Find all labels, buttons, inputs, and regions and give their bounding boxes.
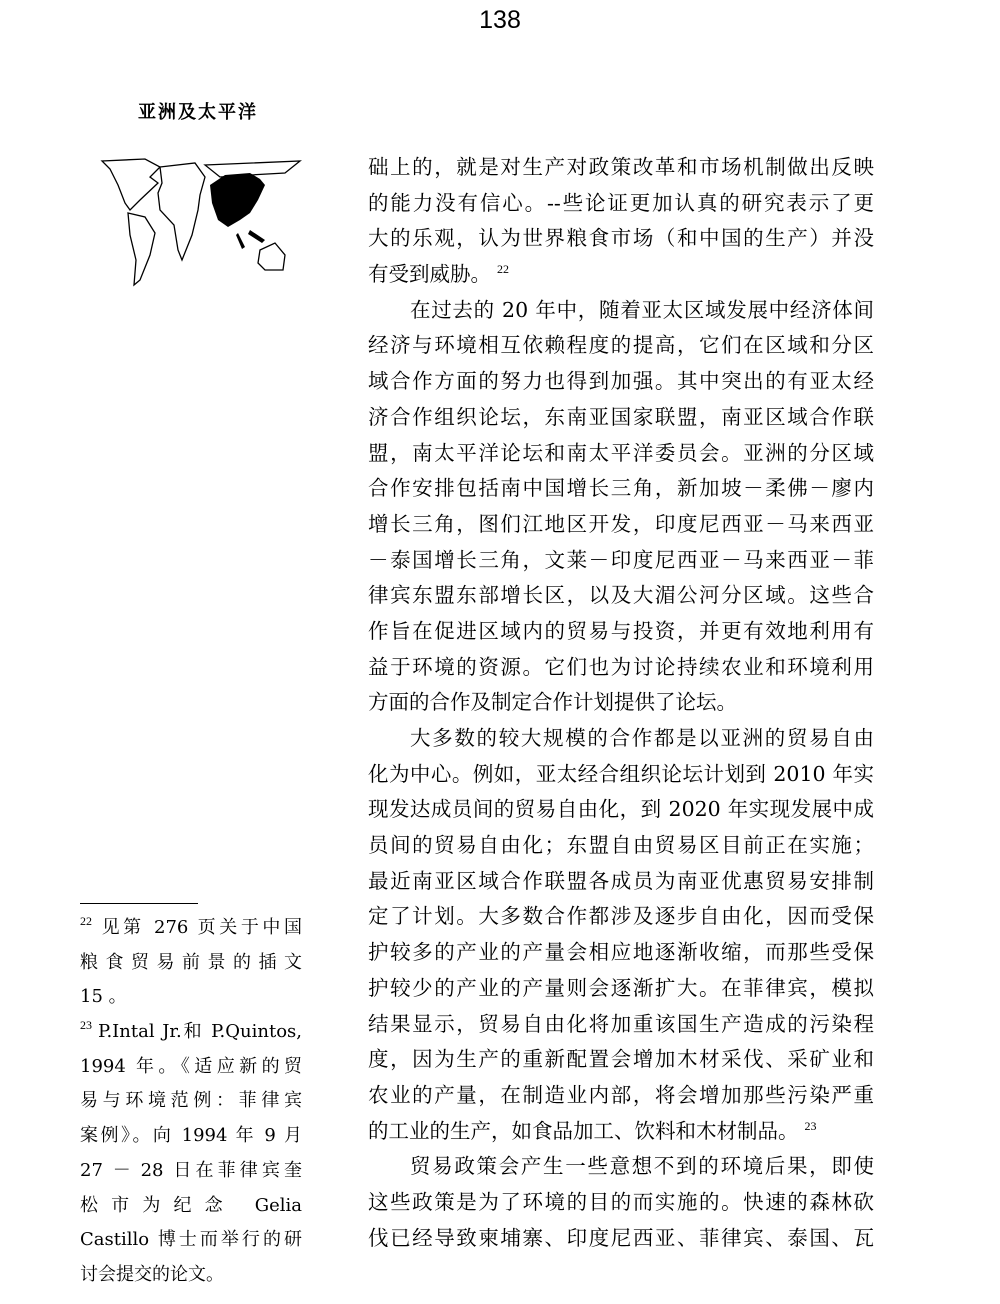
line-text: 经济与环境相互依赖程度的提高，它们在区域和分区 — [368, 333, 874, 358]
body-text-line — [368, 899, 874, 935]
line-text: 合作安排包括南中国增长三角，新加坡－柔佛－廖内 — [368, 476, 874, 501]
body-text-line — [368, 543, 874, 579]
body-text-line — [368, 685, 874, 721]
footnote-number: 22 — [80, 914, 92, 928]
body-text-line — [368, 436, 874, 472]
footnote-line — [80, 1154, 302, 1189]
line-text: 作旨在促进区域内的贸易与投资，并更有效地利用有 — [368, 618, 874, 643]
line-text: 现发达成员间的贸易自由化，到 2020 年实现发展中成 — [368, 797, 874, 822]
body-text-line — [368, 1078, 874, 1114]
line-text: 的工业的生产，如食品加工、饮料和木材制品。 — [368, 1118, 799, 1143]
body-text-line — [368, 1149, 874, 1185]
page-number: 138 — [479, 6, 521, 34]
body-text-line — [368, 1114, 874, 1150]
body-text-line — [368, 364, 874, 400]
body-text-line — [368, 614, 874, 650]
line-text: 员间的贸易自由化；东盟自由贸易区目前正在实施； — [368, 833, 874, 858]
body-text-line — [368, 1221, 874, 1257]
footnote-text: 易与环境范例：菲律宾 — [80, 1090, 302, 1112]
body-text-line — [368, 721, 874, 757]
line-text: 大的乐观，认为世界粮食市场（和中国的生产）并没 — [368, 226, 874, 251]
line-text: 律宾东盟东部增长区，以及大湄公河分区域。这些合 — [368, 583, 874, 608]
line-text: 护较少的产业的产量则会逐渐扩大。在菲律宾，模拟 — [368, 975, 874, 1000]
line-text: 最近南亚区域合作联盟各成员为南亚优惠贸易安排制 — [368, 868, 874, 893]
footnote-line — [80, 1189, 302, 1224]
footnote-line — [80, 980, 302, 1015]
footnote-text: 讨会提交的论文。 — [80, 1263, 224, 1285]
footnote-text: 松市为纪念 Gelia — [80, 1194, 302, 1216]
line-text: 化为中心。例如，亚太经合组织论坛计划到 2010 年实 — [368, 761, 874, 786]
body-text-line — [368, 150, 874, 186]
line-text: 益于环境的资源。它们也为讨论持续农业和环境利用 — [368, 654, 874, 679]
footnote-text: 粮食贸易前景的插文 — [80, 951, 302, 973]
footnote-text: 27 － 28 日在菲律宾奎 — [80, 1159, 302, 1181]
body-text-line — [368, 221, 874, 257]
footnote-line — [80, 1119, 302, 1154]
line-text: 在过去的 20 年中，随着亚太区域发展中经济体间 — [410, 297, 874, 322]
footnotes — [80, 911, 302, 1293]
line-text: 度，因为生产的重新配置会增加木材采伐、采矿业和 — [368, 1047, 874, 1072]
region-title: 亚洲及太平洋 — [138, 102, 258, 123]
body-text-line — [368, 1185, 874, 1221]
footnote-text: P.Intal Jr.和 P.Quintos, — [98, 1021, 302, 1043]
body-text-line — [368, 293, 874, 329]
line-text: 增长三角，图们江地区开发，印度尼西亚－马来西亚 — [368, 511, 874, 536]
line-text: －泰国增长三角，文莱－印度尼西亚－马来西亚－菲 — [368, 547, 874, 572]
line-text: 有受到威胁。 — [368, 262, 491, 287]
footnote-line — [80, 1223, 302, 1258]
line-text: 结果显示，贸易自由化将加重该国生产造成的污染程 — [368, 1011, 874, 1036]
north-america-shape — [102, 159, 160, 210]
footnote-divider — [80, 903, 198, 904]
body-text-line — [368, 400, 874, 436]
line-text: 贸易政策会产生一些意想不到的环境后果，即使 — [410, 1154, 874, 1179]
body-text-line — [368, 757, 874, 793]
line-text: 定了计划。大多数合作都涉及逐步自由化，因而受保 — [368, 904, 874, 929]
line-text: 的能力没有信心。--些论证更加认真的研究表示了更 — [368, 190, 874, 215]
footnote-line — [80, 1015, 302, 1050]
footnote-line — [80, 1050, 302, 1085]
line-text: 大多数的较大规模的合作都是以亚洲的贸易自由 — [410, 726, 874, 750]
body-text-line — [368, 507, 874, 543]
footnote-ref[interactable]: 23 — [804, 1118, 817, 1133]
body-text-line — [368, 328, 874, 364]
asia-highlight-shape — [210, 173, 265, 227]
body-text-line — [368, 471, 874, 507]
line-text: 伐已经导致柬埔寨、印度尼西亚、菲律宾、泰国、瓦 — [368, 1225, 874, 1250]
line-text: 础上的，就是对生产对政策改革和市场机制做出反映 — [368, 155, 874, 179]
europe-africa-shape — [158, 163, 205, 260]
body-text-line — [368, 828, 874, 864]
footnote-text: 1994 年。《适应新的贸 — [80, 1055, 302, 1077]
footnote-line — [80, 1258, 302, 1293]
footnote-line — [80, 1084, 302, 1119]
islands-shape — [236, 230, 265, 249]
body-text-line — [368, 578, 874, 614]
south-america-shape — [128, 213, 155, 285]
footnote-text: 15 。 — [80, 986, 127, 1008]
footnote-ref[interactable]: 22 — [497, 262, 509, 277]
australia-shape — [258, 243, 285, 270]
body-text-line — [368, 971, 874, 1007]
line-text: 域合作方面的努力也得到加强。其中突出的有亚太经 — [368, 369, 874, 394]
body-text-line — [368, 257, 874, 293]
body-text-line — [368, 186, 874, 222]
footnote-text: 案例》。向 1994 年 9 月 — [80, 1125, 302, 1147]
line-text: 方面的合作及制定合作计划提供了论坛。 — [368, 690, 737, 715]
line-text: 护较多的产业的产量会相应地逐渐收缩，而那些受保 — [368, 940, 874, 965]
footnote-text: 见第 276 页关于中国 — [98, 917, 302, 938]
world-map-icon — [100, 155, 310, 303]
main-text-column — [368, 150, 874, 1256]
body-text-line — [368, 935, 874, 971]
body-text-line — [368, 792, 874, 828]
body-text-line — [368, 1007, 874, 1043]
footnote-line — [80, 946, 302, 981]
line-text: 盟，南太平洋论坛和南太平洋委员会。亚洲的分区域 — [368, 440, 874, 465]
body-text-line — [368, 650, 874, 686]
line-text: 农业的产量，在制造业内部，将会增加那些污染严重 — [368, 1082, 874, 1107]
footnote-line — [80, 911, 302, 946]
footnote-text: Castillo 博士而举行的研 — [80, 1229, 302, 1251]
footnote-number: 23 — [80, 1018, 92, 1033]
body-text-line — [368, 864, 874, 900]
line-text: 济合作组织论坛，东南亚国家联盟，南亚区域合作联 — [368, 404, 874, 429]
body-text-line — [368, 1042, 874, 1078]
line-text: 这些政策是为了环境的目的而实施的。快速的森林砍 — [368, 1189, 874, 1214]
